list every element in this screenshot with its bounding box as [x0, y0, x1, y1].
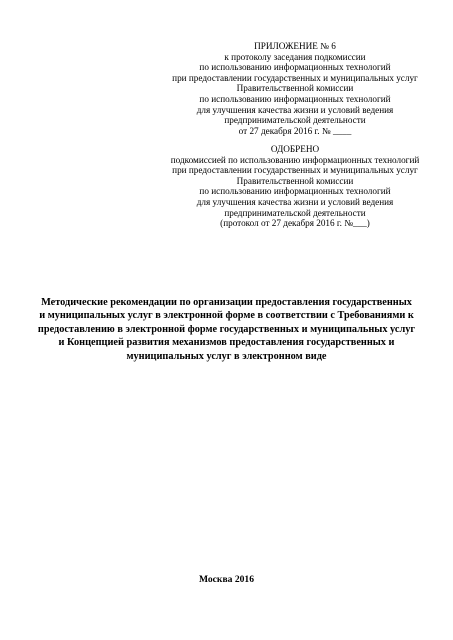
- title-line: Методические рекомендации по организации предоставления государственных: [41, 297, 412, 308]
- approved-line: для улучшения качества жизни и условий ведения: [196, 196, 394, 207]
- appendix-header: [150, 41, 440, 136]
- approved-line: при предоставлении государственных и муниципальных услуг: [172, 165, 418, 176]
- appendix-date: от 27 декабря 2016 г. № ____: [238, 125, 352, 136]
- appendix-line: к протоколу заседания подкомиссии: [224, 51, 366, 62]
- appendix-line: по использованию информационных технологий: [199, 93, 391, 104]
- approved-line: подкомиссией по использованию информационных технологий: [170, 154, 420, 165]
- approved-header: [150, 144, 440, 229]
- appendix-line: для улучшения качества жизни и условий ведения: [196, 104, 394, 115]
- title-line: предоставлению в электронной форме государственных и муниципальных услуг: [37, 323, 416, 335]
- document-title: [20, 296, 433, 363]
- approved-line: Правительственной комиссии: [236, 175, 354, 186]
- title-line: и Концепцией развития механизмов предоставления государственных и: [58, 337, 395, 349]
- appendix-line: Правительственной комиссии: [236, 83, 354, 94]
- appendix-title: ПРИЛОЖЕНИЕ № 6: [254, 41, 336, 51]
- approved-line: по использованию информационных технологий: [199, 186, 391, 197]
- city-year: Москва 2016: [198, 574, 255, 585]
- approved-protocol: (протокол от 27 декабря 2016 г. №___): [220, 218, 370, 229]
- title-line: муниципальных услуг в электронном виде: [126, 350, 327, 362]
- approved-title: ОДОБРЕНО: [270, 144, 320, 154]
- appendix-line: предпринимательской деятельности: [224, 115, 366, 126]
- approved-line: предпринимательской деятельности: [224, 207, 366, 218]
- appendix-line: при предоставлении государственных и муниципальных услуг: [172, 72, 418, 83]
- title-line: и муниципальных услуг в электронной форме в соответствии с Требованиями к: [39, 310, 414, 322]
- appendix-line: по использованию информационных технологий: [199, 62, 391, 73]
